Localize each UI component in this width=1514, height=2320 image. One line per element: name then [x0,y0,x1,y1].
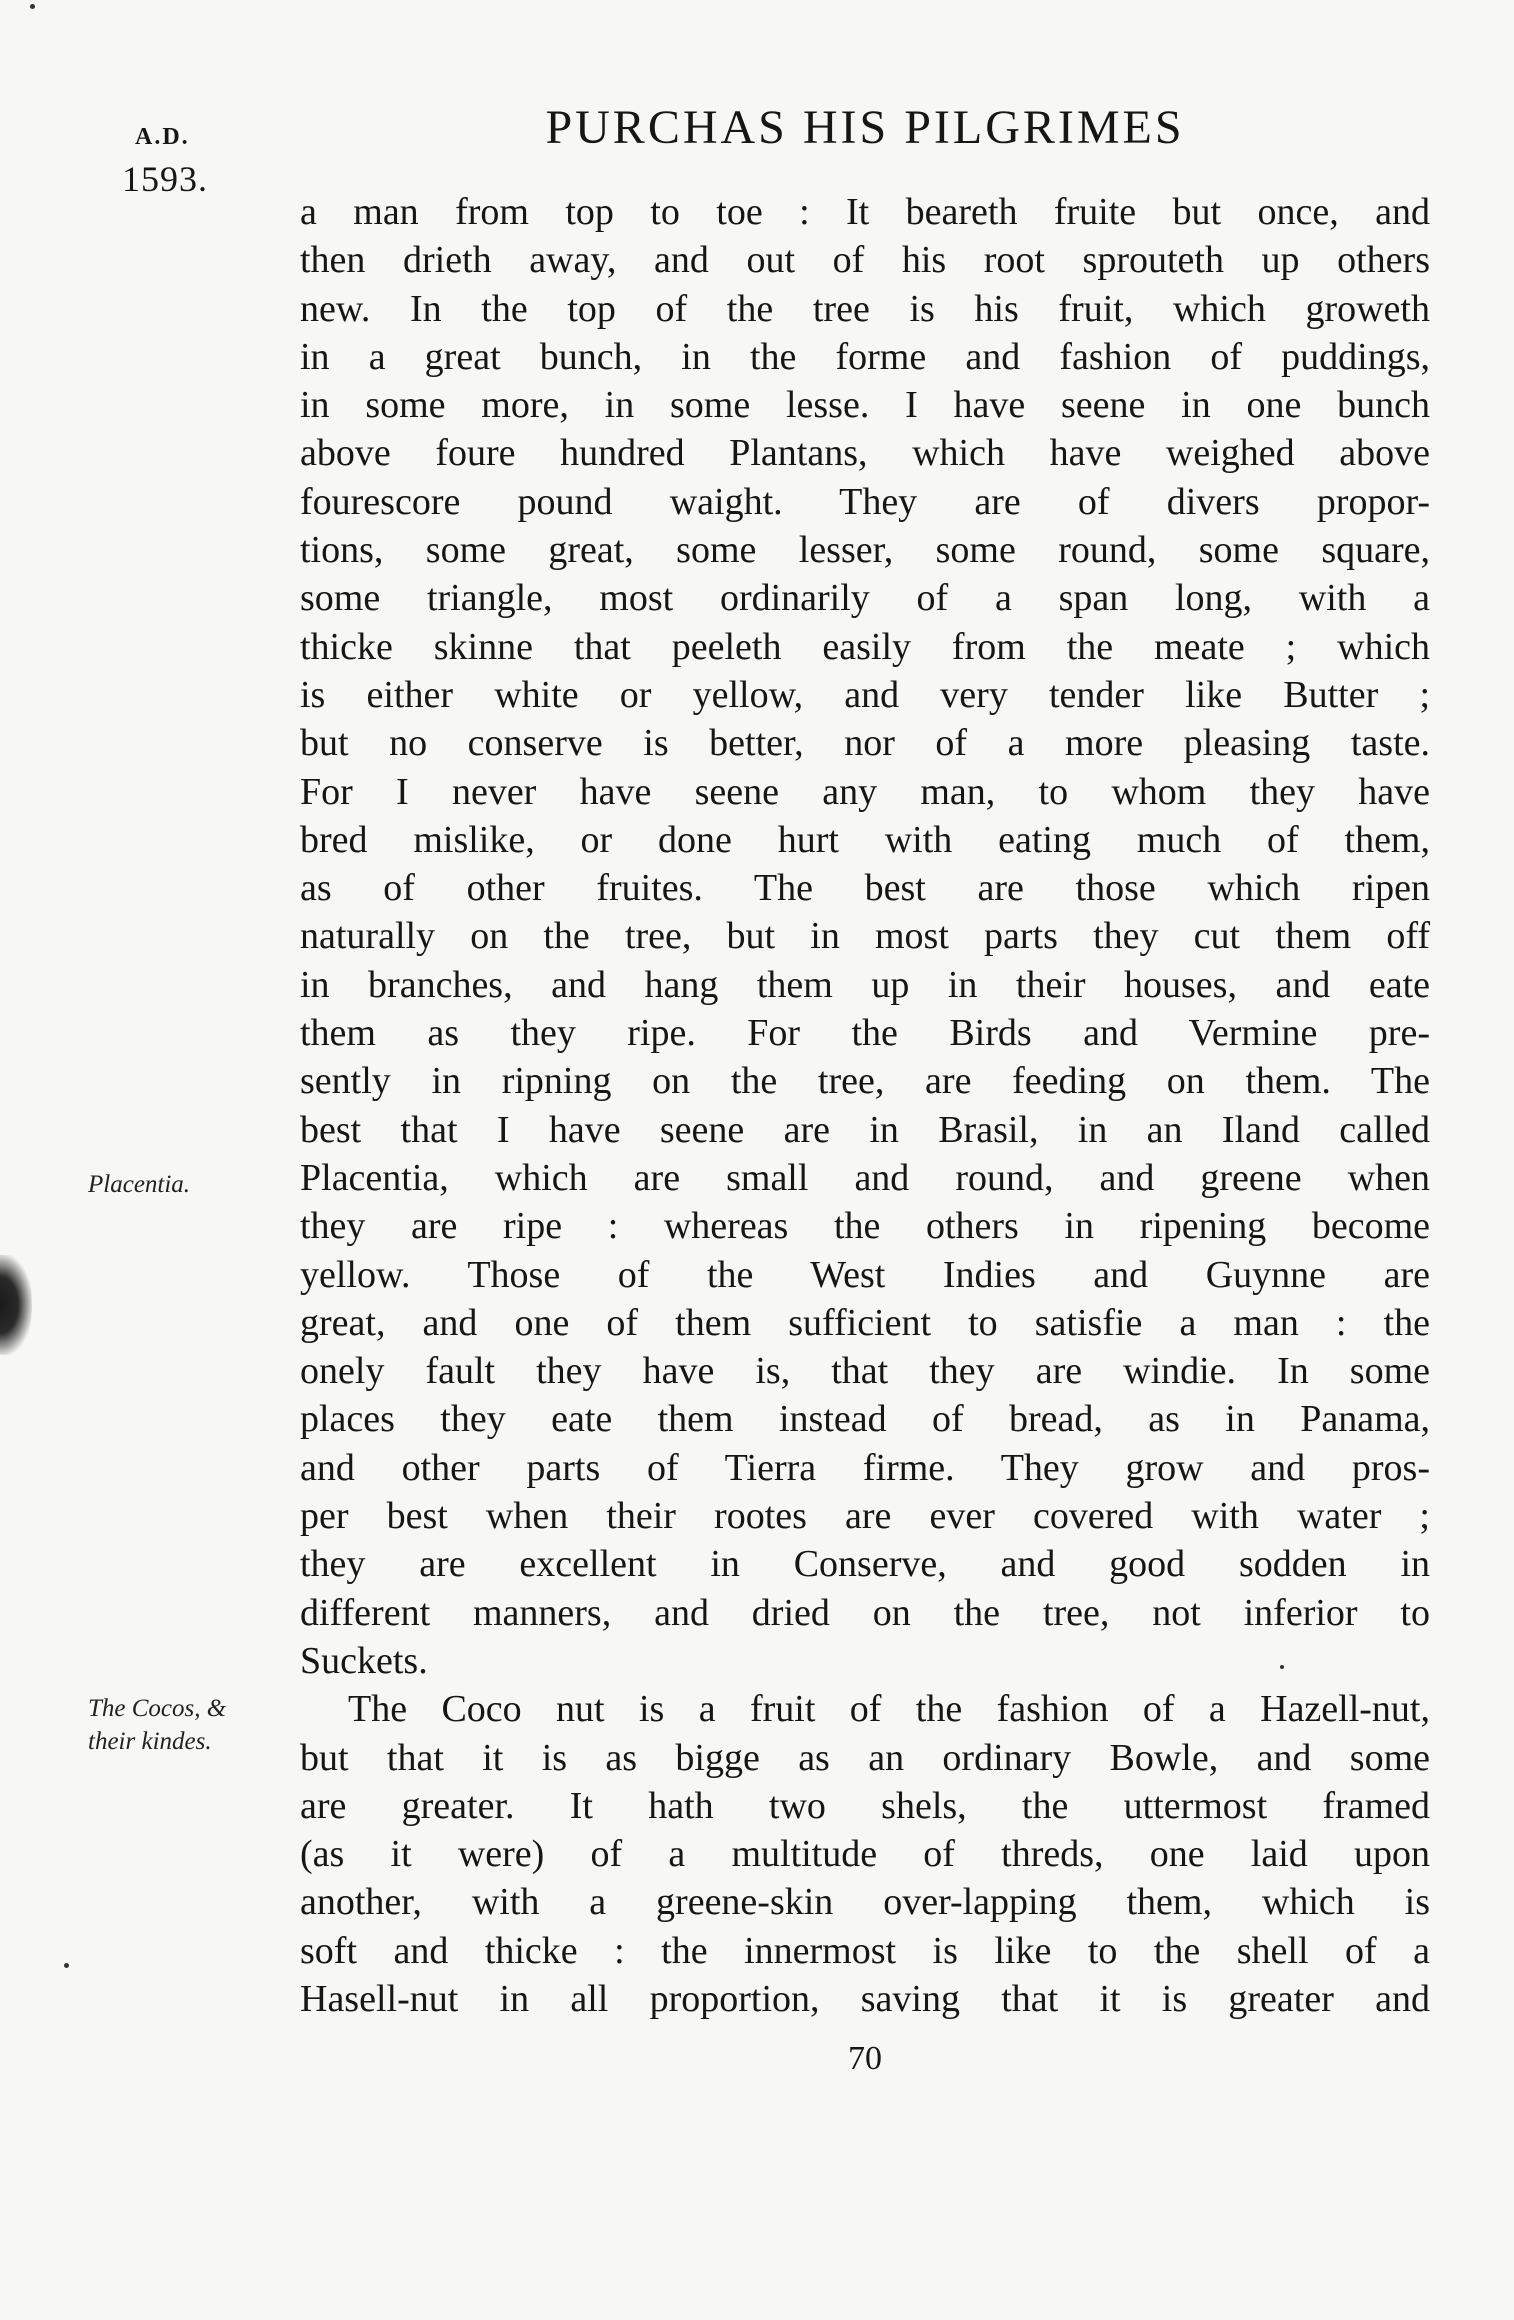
text-line: as of other fruites. The best are those which ripen [300,867,1430,910]
side-note-cocos-line: their kindes. [88,1728,212,1755]
text-line: Hasell-nut in all proportion, saving that it is greater and [300,1977,1430,2020]
text-line: then drieth away, and out of his root sprouteth up others [300,239,1430,282]
side-note-cocos-line: The Cocos, & [88,1695,227,1722]
speck [64,1963,69,1968]
text-line: are greater. It hath two shels, the uttermost framed [300,1784,1430,1827]
text-line: but that it is as bigge as an ordinary Bowle, and some [300,1736,1430,1779]
speck [30,4,35,9]
text-line: tions, some great, some lesser, some round, some square, [300,529,1430,572]
text-line: new. In the top of the tree is his fruit, which groweth [300,287,1430,330]
text-line: they are ripe : whereas the others in ripening become [300,1205,1430,1248]
text-line: above foure hundred Plantans, which have weighed above [300,432,1430,475]
text-line: (as it were) of a multitude of threds, one laid upon [300,1833,1430,1876]
text-line: per best when their rootes are ever covered with water ; [300,1495,1430,1538]
side-note-placentia [88,1168,278,1201]
text-line: some triangle, most ordinarily of a span long, with a [300,577,1430,620]
side-note-cocos [88,1692,278,1758]
text-line: soft and thicke : the innermost is like to the shell of a [300,1929,1430,1972]
text-line: Suckets. [300,1639,428,1682]
text-line: sently in ripning on the tree, are feeding on them. The [300,1060,1430,1103]
side-note-placentia-text: Placentia. [88,1171,191,1198]
text-line: great, and one of them sufficient to satisfie a man : the [300,1301,1430,1344]
text-line: is either white or yellow, and very tender like Butter ; [300,673,1430,716]
text-line: Placentia, which are small and round, and greene when [300,1156,1430,1199]
scan-smudge [0,1255,32,1355]
text-line: a man from top to toe : It beareth fruite but once, and [300,191,1430,233]
text-line: them as they ripe. For the Birds and Vermine pre- [300,1012,1430,1055]
page-title: PURCHAS HIS PILGRIMES [545,101,1185,154]
text-line: they are excellent in Conserve, and good sodden in [300,1543,1430,1586]
text-line: The Coco nut is a fruit of the fashion of a Hazell-nut, [348,1688,1430,1731]
text-line: in a great bunch, in the forme and fashion of puddings, [300,335,1430,378]
text-line: fourescore pound waight. They are of divers propor- [300,480,1430,523]
body-text [300,188,1430,2023]
text-line: and other parts of Tierra firme. They grow and pros- [300,1446,1430,1489]
page-number: 70 [848,2040,882,2077]
text-line: but no conserve is better, nor of a more pleasing taste. [300,722,1430,765]
text-line: best that I have seene are in Brasil, in an Iland called [300,1108,1430,1151]
text-line: bred mislike, or done hurt with eating much of them, [300,818,1430,861]
text-line: places they eate them instead of bread, as in Panama, [300,1398,1430,1441]
text-line: naturally on the tree, but in most parts they cut them off [300,915,1430,958]
year-number: 1593. [122,159,208,199]
text-line: in some more, in some lesse. I have seene in one bunch [300,384,1430,427]
text-line: in branches, and hang them up in their houses, and eate [300,963,1430,1006]
text-line: different manners, and dried on the tree, not inferior to [300,1591,1430,1634]
text-line: another, with a greene-skin over-lapping them, which is [300,1881,1430,1924]
text-line: yellow. Those of the West Indies and Guynne are [300,1253,1430,1296]
text-line: thicke skinne that peeleth easily from the meate ; which [300,625,1430,668]
text-line: onely fault they have is, that they are windie. In some [300,1350,1430,1393]
text-line: For I never have seene any man, to whom they have [300,770,1430,813]
year-era: A.D. [135,124,190,150]
